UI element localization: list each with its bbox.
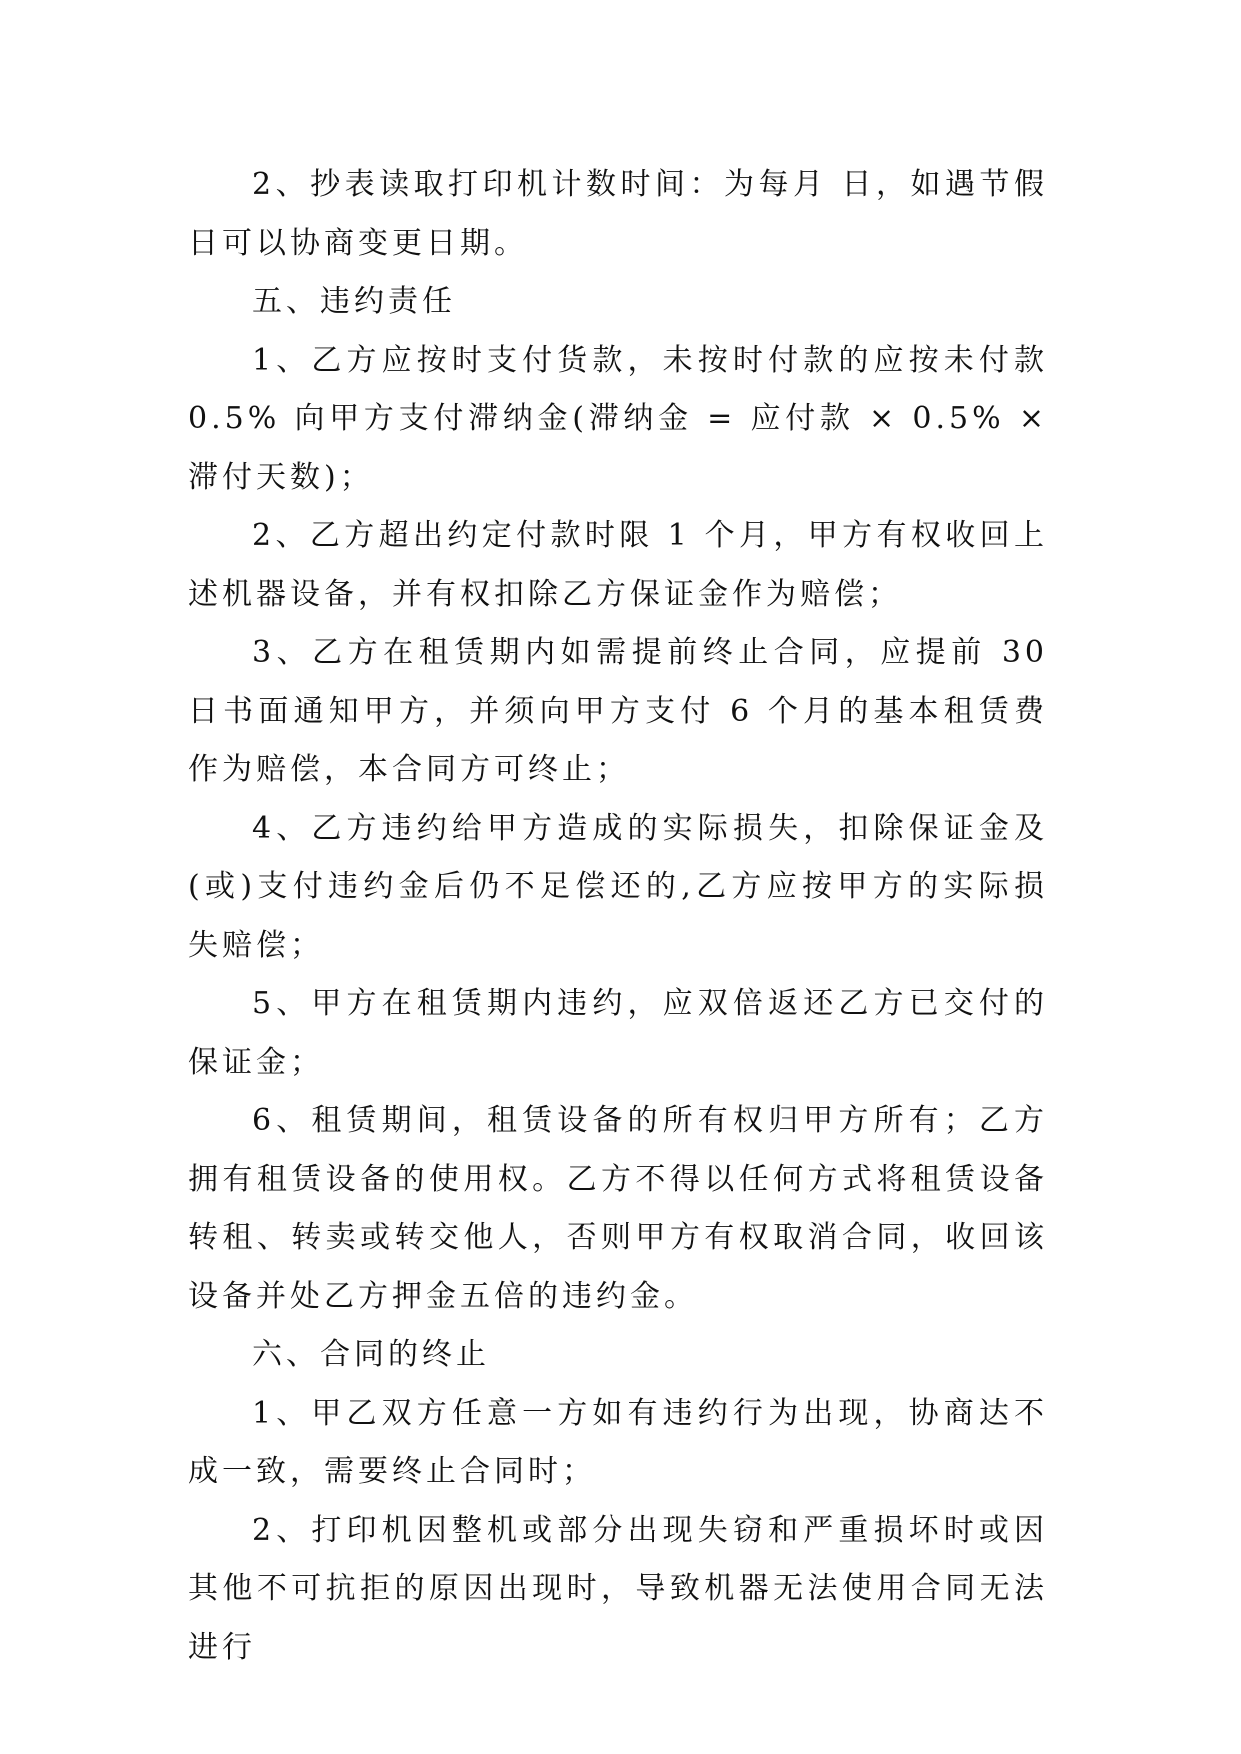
clause-paragraph: 3、乙方在租赁期内如需提前终止合同，应提前 30 日书面通知甲方，并须向甲方支付 6 个月的基本租赁费作为赔偿，本合同方可终止； [188, 635, 1048, 787]
clause-paragraph: 2、抄表读取打印机计数时间：为每月 日，如遇节假日可以协商变更日期。 [188, 167, 1048, 261]
clause-paragraph: 1、乙方应按时支付货款，未按时付款的应按未付款0.5% 向甲方支付滞纳金(滞纳金 = 应付款 × 0.5% × 滞付天数)； [188, 342, 1048, 495]
document-body [188, 156, 1048, 1677]
section-heading: 五、违约责任 [252, 284, 456, 319]
clause-paragraph: 2、乙方超出约定付款时限 1 个月，甲方有权收回上述机器设备，并有权扣除乙方保证金作为赔偿； [188, 518, 1048, 612]
clause-paragraph: 2、打印机因整机或部分出现失窃和严重损坏时或因其他不可抗拒的原因出现时，导致机器无法使用合同无法进行 [188, 1512, 1048, 1665]
clause-paragraph: 1、甲乙双方任意一方如有违约行为出现，协商达不成一致，需要终止合同时； [188, 1395, 1048, 1489]
clause-paragraph: 5、甲方在租赁期内违约，应双倍返还乙方已交付的保证金； [188, 986, 1048, 1080]
clause-paragraph: 4、乙方违约给甲方造成的实际损失，扣除保证金及(或)支付违约金后仍不足偿还的,乙方应按甲方的实际损失赔偿； [188, 810, 1048, 963]
section-heading: 六、合同的终止 [252, 1337, 490, 1372]
clause-paragraph: 6、租赁期间，租赁设备的所有权归甲方所有；乙方拥有租赁设备的使用权。乙方不得以任何方式将租赁设备转租、转卖或转交他人，否则甲方有权取消合同，收回该设备并处乙方押金五倍的违约金。 [188, 1103, 1048, 1314]
